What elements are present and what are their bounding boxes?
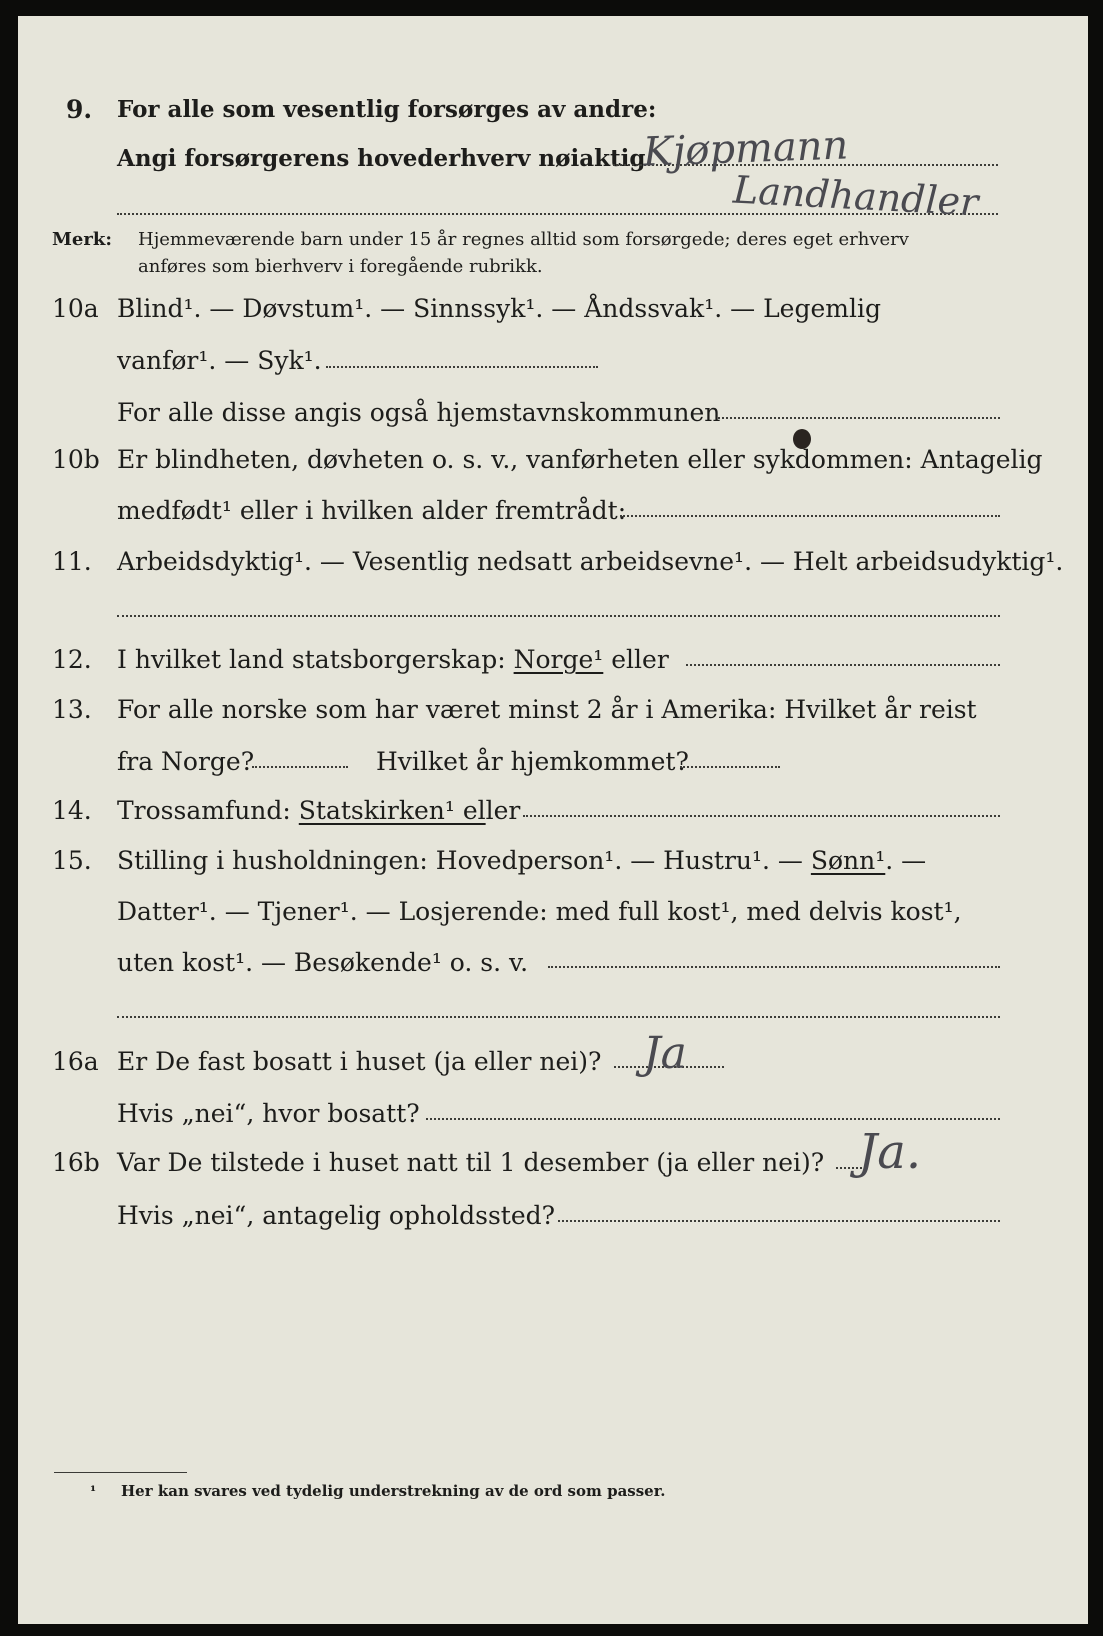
note-line2: anføres som bierhverv i foregående rubrikk. [138,256,543,277]
q10a-answer-line [326,366,598,368]
q16b-line1: Var De tilstede i huset natt til 1 desember (ja eller nei)? [117,1148,825,1177]
q14-line [117,796,520,826]
q12-text: I hvilket land statsborgerskap: [117,645,506,674]
q11-answer-line [117,615,1000,617]
q13-number: 13. [52,695,92,724]
footnote-mark: ¹ [90,1484,97,1500]
q13-line2b: Hvilket år hjemkommet? [376,747,689,776]
q11-line1: Arbeidsdyktig¹. — Vesentlig nedsatt arbeidsevne¹. — Helt arbeidsudyktig¹. [117,547,1064,576]
q16a-handwritten-answer: Ja [643,1028,687,1079]
q14-text-after: ler [485,796,521,825]
q13-return-line [680,766,780,768]
q12-answer-line [686,664,1000,666]
q9-handwritten-occupation-2: Landhandler [732,167,980,225]
q10b-number: 10b [52,445,100,474]
q10a-line3: For alle disse angis også hjemstavnskommunen [117,398,721,427]
q12-line [117,645,669,675]
q10a-line2: vanfør¹. — Syk¹. [117,346,322,375]
q15-answer-line [548,966,1000,968]
q9-line2: Angi forsørgerens hovederhverv nøiaktig [117,145,646,172]
q15-line2: Datter¹. — Tjener¹. — Losjerende: med full kost¹, med delvis kost¹, [117,897,962,926]
q13-line1: For alle norske som har været minst 2 år i Amerika: Hvilket år reist [117,695,977,724]
q13-departure-line [252,766,348,768]
q11-number: 11. [52,547,92,576]
q10a-hometown-line [718,417,1000,419]
q16a-residence-line [426,1118,1000,1120]
q12-text-after: eller [611,645,669,674]
q10a-number: 10a [52,294,99,323]
q15-line1 [117,846,926,876]
q10b-answer-line [620,515,1000,517]
footnote-separator [54,1472,187,1473]
q10b-line2: medfødt¹ eller i hvilken alder fremtrådt: [117,496,627,525]
q16b-line2: Hvis „nei“, antagelig opholdssted? [117,1201,556,1230]
q16a-number: 16a [52,1047,99,1076]
q16b-location-line [558,1220,1000,1222]
footnote-text: Her kan svares ved tydelig understrekning av de ord som passer. [121,1482,666,1500]
q15-line1-end: . — [885,846,927,875]
q15-line1-text: Stilling i husholdningen: Hovedperson¹. — Hustru¹. — [117,846,803,875]
census-form-page [18,16,1088,1624]
q12-number: 12. [52,645,92,674]
q9-handwritten-occupation: Kjøpmann [642,122,850,176]
q15-number: 15. [52,846,92,875]
q9-number: 9. [66,95,93,124]
note-label: Merk: [52,229,112,250]
q16a-line2: Hvis „nei“, hvor bosatt? [117,1099,420,1128]
q14-answer-line [523,815,1000,817]
q15-answer-line-2 [117,1016,1000,1018]
q16a-line1: Er De fast bosatt i huset (ja eller nei)? [117,1047,602,1076]
q14-number: 14. [52,796,92,825]
note-line1: Hjemmeværende barn under 15 år regnes alltid som forsørgede; deres eget erhverv [138,229,909,250]
q15-underlined-answer: Sønn¹ [810,846,886,875]
q14-text: Trossamfund: [117,796,291,825]
q14-underlined-answer: Statskirken¹ el [298,796,486,825]
q10b-line1: Er blindheten, døvheten o. s. v., vanførheten eller sykdommen: Antagelig [117,445,1043,474]
q12-underlined-answer: Norge¹ [513,645,604,674]
q16b-number: 16b [52,1148,100,1177]
q13-line2a: fra Norge? [117,747,255,776]
q10a-line1: Blind¹. — Døvstum¹. — Sinnssyk¹. — Åndssvak¹. — Legemlig [117,294,881,323]
q16b-handwritten-answer: Ja. [858,1124,922,1180]
q9-line1: For alle som vesentlig forsørges av andre: [117,96,657,123]
q15-line3: uten kost¹. — Besøkende¹ o. s. v. [117,948,529,977]
